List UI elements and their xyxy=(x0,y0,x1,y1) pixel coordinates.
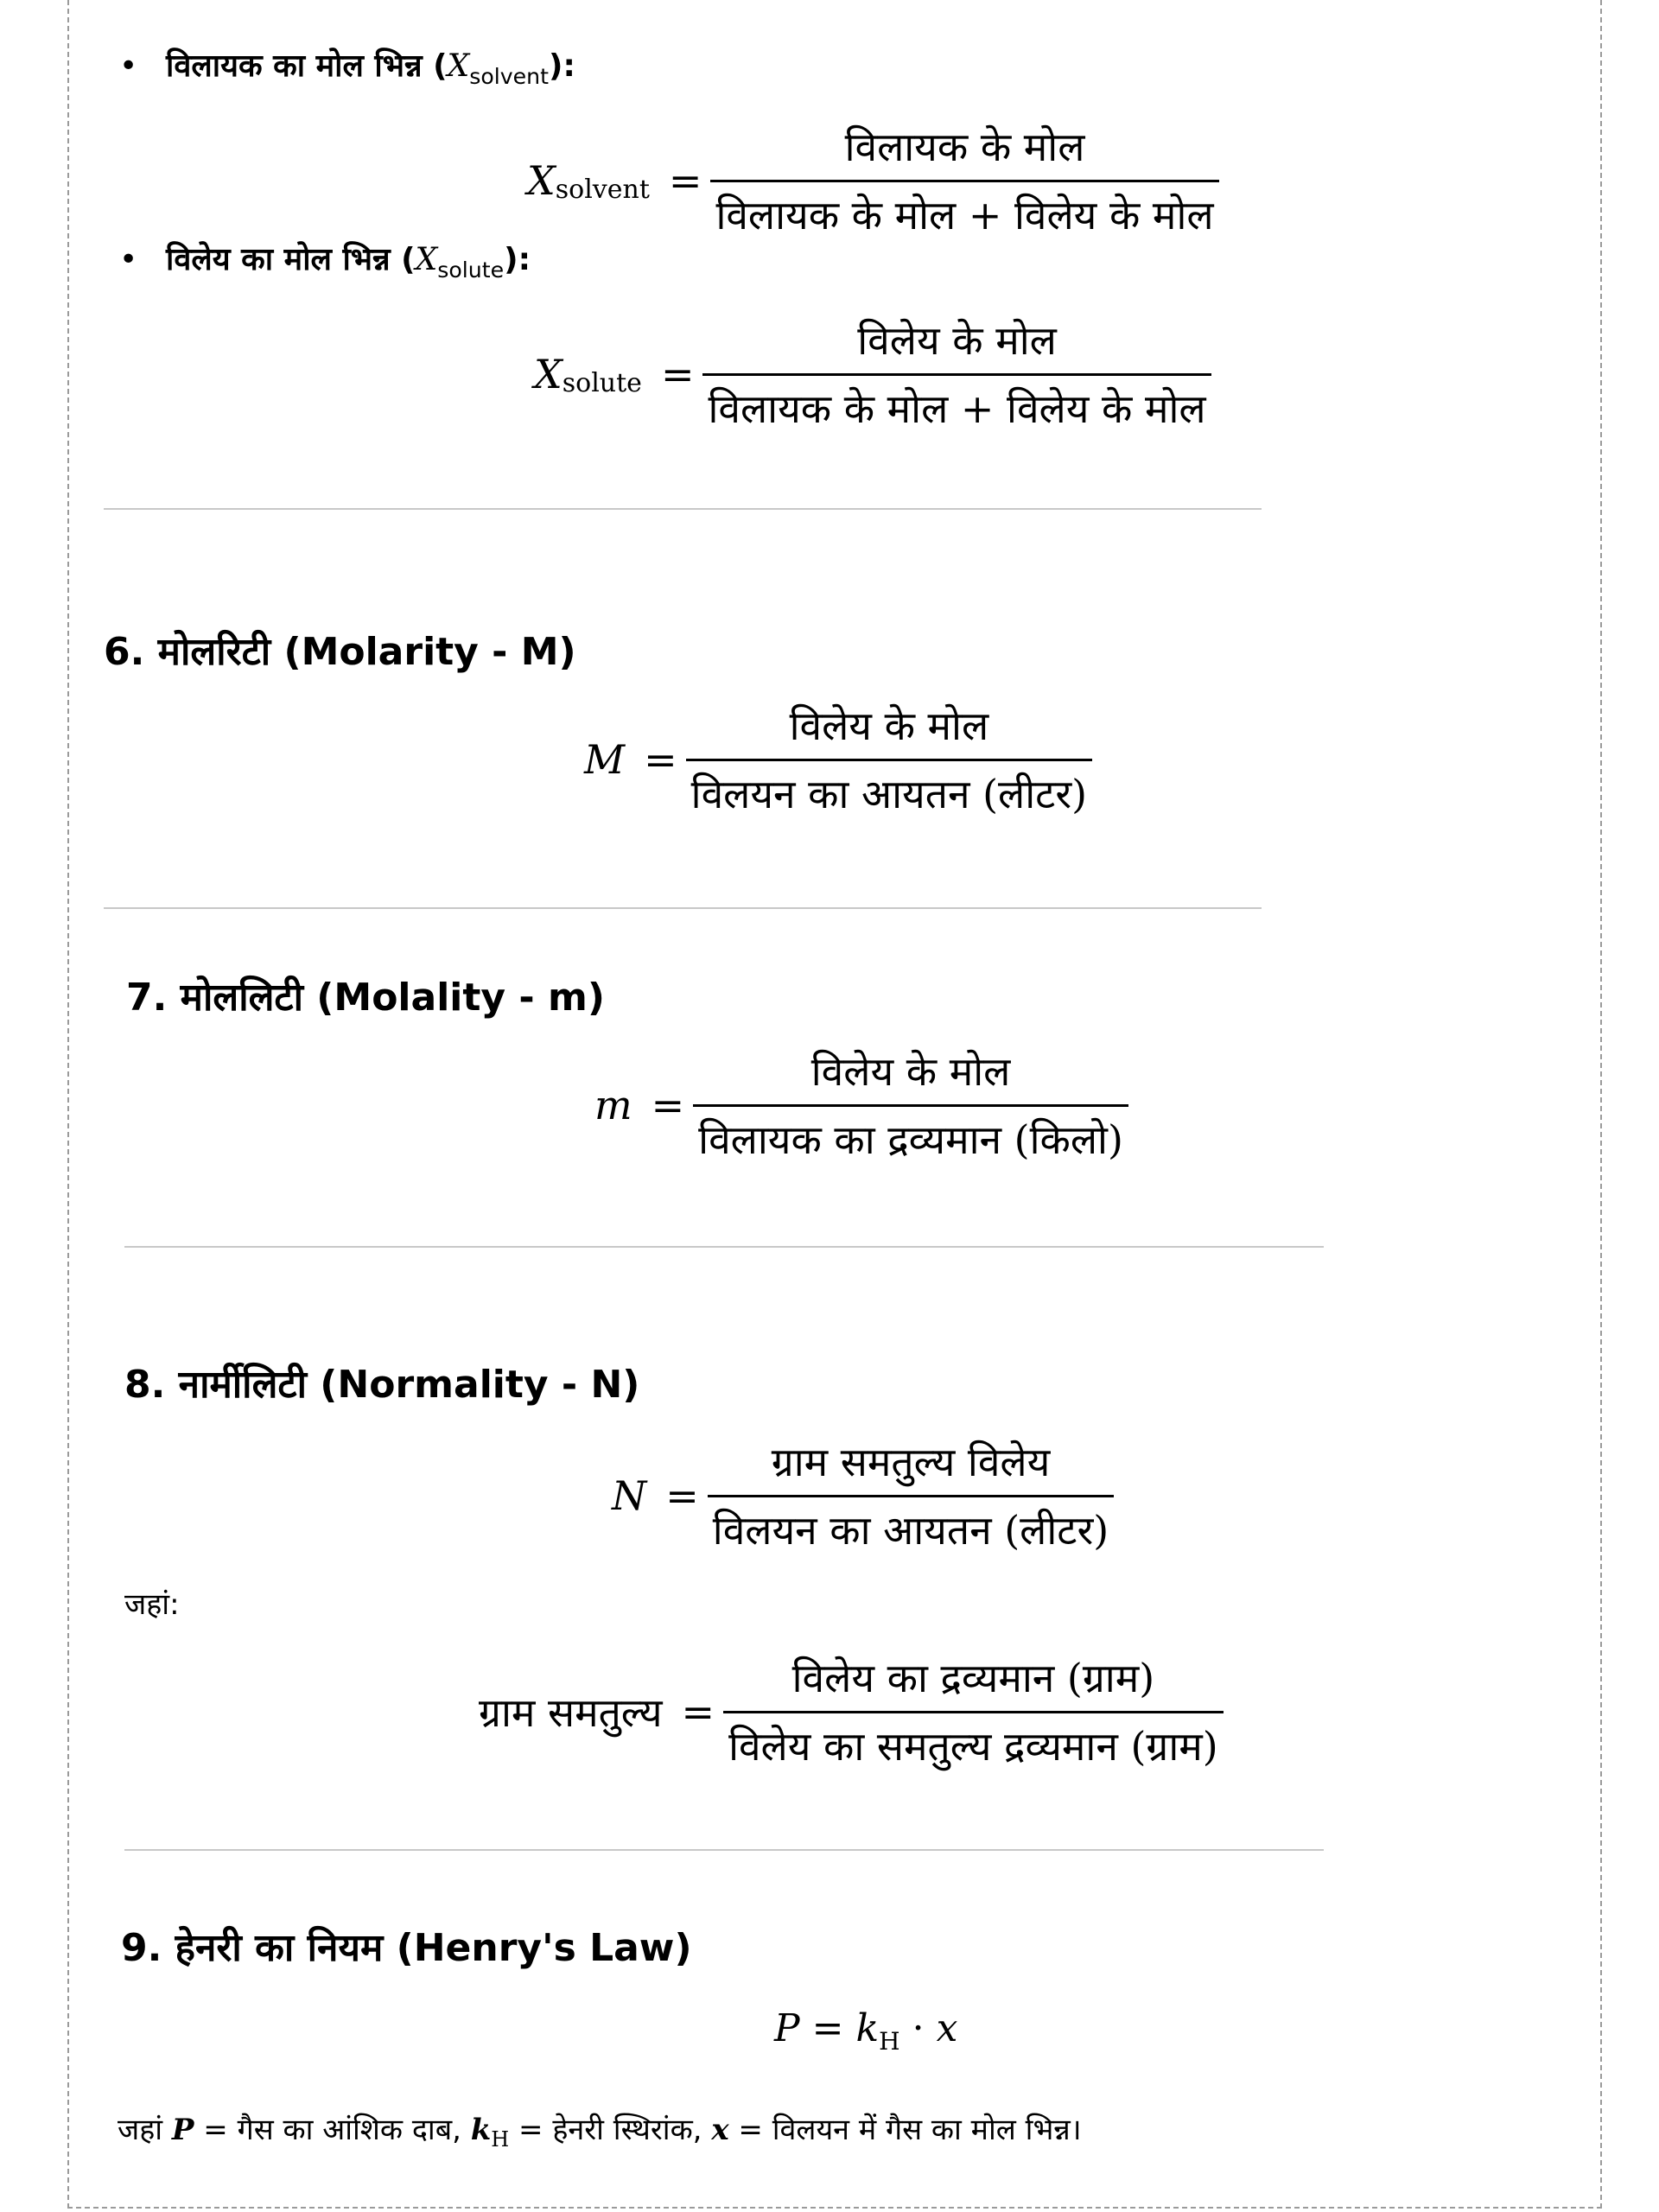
fraction xyxy=(686,698,1092,820)
bullet-solute-mole-fraction xyxy=(166,237,531,283)
numerator: विलेय के मोल xyxy=(789,702,989,749)
desc-k: k xyxy=(470,2113,492,2147)
equation-normality xyxy=(612,1434,1114,1556)
equation-lhs xyxy=(584,736,625,783)
desc-k-sub: H xyxy=(491,2127,510,2152)
lhs-var: m xyxy=(594,1081,632,1128)
denominator: विलायक के मोल + विलेय के मोल xyxy=(708,385,1206,432)
bullet-solvent-mole-fraction xyxy=(166,43,575,89)
henry-k: k xyxy=(855,2006,880,2050)
fraction xyxy=(710,119,1218,241)
henry-k-sub: H xyxy=(879,2026,900,2056)
equation-x-solvent xyxy=(527,119,1219,241)
denominator: विलयन का आयतन (लीटर) xyxy=(712,1507,1109,1554)
equation-molality xyxy=(594,1044,1128,1166)
equals-sign: = xyxy=(651,1081,685,1128)
equals-sign: = xyxy=(668,156,702,204)
bullet-var: X xyxy=(447,48,470,84)
fraction xyxy=(723,1650,1224,1772)
desc-x-text: = विलयन में गैस का मोल भिन्न। xyxy=(728,2113,1082,2147)
lhs-sub: solute xyxy=(562,367,642,398)
lhs-var: X xyxy=(534,350,563,397)
numerator: विलेय के मोल xyxy=(810,1048,1011,1095)
desc-p: P xyxy=(171,2113,194,2147)
lhs-var: X xyxy=(527,156,556,204)
denominator: विलायक का द्रव्यमान (किलो) xyxy=(698,1116,1123,1163)
bullet-var: X xyxy=(415,242,438,277)
denominator: विलायक के मोल + विलेय के मोल xyxy=(715,192,1214,238)
equation-lhs xyxy=(527,157,650,204)
equals-sign: = xyxy=(644,735,677,783)
denominator: विलयन का आयतन (लीटर) xyxy=(690,771,1088,817)
denominator: विलेय का समतुल्य द्रव्यमान (ग्राम) xyxy=(728,1723,1218,1770)
henry-p: P xyxy=(774,2006,800,2050)
fraction xyxy=(693,1044,1128,1166)
section-divider xyxy=(104,508,1262,510)
bullet-tail: ): xyxy=(504,242,531,277)
section-title-henrys-law: 9. हेनरी का नियम (Henry's Law) xyxy=(121,1926,692,1970)
fraction xyxy=(708,1434,1114,1556)
numerator: विलायक के मोल xyxy=(844,124,1085,170)
section-divider xyxy=(104,907,1262,909)
henry-x: x xyxy=(936,2006,958,2050)
equals-sign: = xyxy=(660,350,695,397)
bullet-sub: solvent xyxy=(469,63,549,89)
equals-sign: = xyxy=(665,1471,699,1519)
bullet-marker: • xyxy=(119,48,138,84)
dot-operator: · xyxy=(912,2006,925,2050)
where-prefix: जहां xyxy=(118,2113,172,2147)
equation-x-solute xyxy=(534,313,1211,435)
lhs-var: N xyxy=(612,1471,647,1519)
equation-lhs xyxy=(534,351,642,397)
numerator: ग्राम समतुल्य विलेय xyxy=(771,1439,1051,1485)
lhs-sub: solvent xyxy=(555,174,650,205)
equals-sign: = xyxy=(811,2006,844,2050)
lhs-var: M xyxy=(584,735,626,783)
section-divider xyxy=(124,1246,1324,1248)
section-divider xyxy=(124,1849,1324,1851)
numerator: विलेय के मोल xyxy=(857,317,1057,364)
equation-lhs xyxy=(594,1082,632,1128)
equation-gram-equivalent xyxy=(479,1650,1224,1772)
equation-molarity xyxy=(584,698,1092,820)
fraction xyxy=(702,313,1211,435)
equation-lhs xyxy=(612,1472,646,1519)
desc-x: x xyxy=(711,2113,729,2147)
numerator: विलेय का द्रव्यमान (ग्राम) xyxy=(791,1655,1155,1701)
equals-sign: = xyxy=(681,1688,715,1735)
bullet-tail: ): xyxy=(549,48,575,84)
desc-p-text: = गैस का आंशिक दाब, xyxy=(194,2113,471,2147)
bullet-marker: • xyxy=(119,242,138,277)
bullet-label: विलेय का मोल भिन्न ( xyxy=(166,242,416,277)
equation-lhs: ग्राम समतुल्य xyxy=(479,1688,663,1736)
bullet-label: विलायक का मोल भिन्न ( xyxy=(166,48,448,84)
section-title-normality: 8. नार्मीलिटी (Normality - N) xyxy=(124,1363,640,1407)
bullet-sub: solute xyxy=(437,257,505,283)
equation-henrys-law xyxy=(774,2006,958,2056)
desc-k-text: = हेनरी स्थिरांक, xyxy=(509,2113,712,2147)
section-title-molarity: 6. मोलरिटी (Molarity - M) xyxy=(104,630,576,674)
where-label: जहां: xyxy=(124,1587,180,1622)
henry-description xyxy=(118,2108,1082,2152)
section-title-molality: 7. मोललिटी (Molality - m) xyxy=(126,976,605,1020)
